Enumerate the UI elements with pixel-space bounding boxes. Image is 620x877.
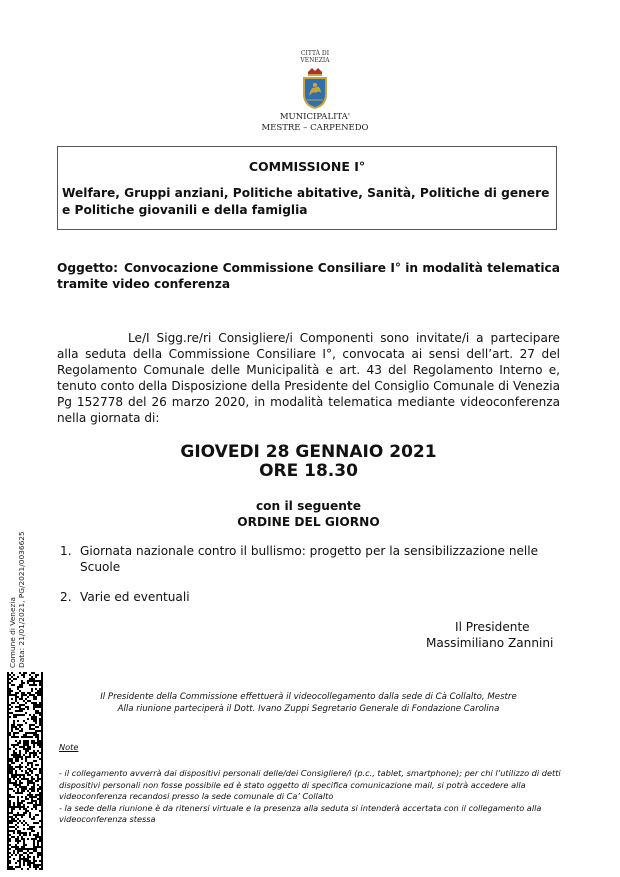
signature-name: Massimiliano Zannini — [426, 636, 554, 650]
municipality-header — [230, 112, 400, 134]
meeting-time: ORE 18.30 — [259, 461, 358, 481]
protocol-stamp-line: Data: 21/01/2021, PG/2021/0036625 — [17, 531, 26, 668]
venice-crest-icon — [299, 66, 331, 110]
subject — [57, 260, 560, 292]
subject-label: Oggetto: — [57, 261, 118, 275]
note-item: - la sede della riunione è da ritenersi virtuale e la presenza alla seduta si intenderà accertata con il collegamento alla videoconferenza stessa — [59, 802, 542, 824]
invitation-paragraph: Le/I Sigg.re/ri Consigliere/i Componenti sono invitate/i a partecipare alla seduta della Commissione Consiliare I°, convocata ai sensi dell’art. 27 del Regolamento Comunale delle Municipalità e art. 43 del Regolamento Interno e, tenuto conto della Disposizione della Presidente del Consiglio Comunale di Venezia Pg 152778 del 26 marzo 2020, in modalità telematica mediante videoconferenza nella giornata di: — [57, 331, 560, 425]
agenda-item — [60, 543, 560, 575]
notes-text — [59, 768, 561, 826]
commission-box — [57, 146, 557, 230]
agenda-intro: con il seguente — [255, 499, 362, 513]
municipality-area: MESTRE – CARPENEDO — [261, 123, 369, 133]
note-item: - il collegamento avverrà dai dispositivi personali delle/dei Consigliere/i (p.c., tablet, smartphone); per chi l’utilizzo di detti dispositivi personali non fosse possibile ed è stato oggetto di specifica comunicazione mail, si potrà accedere alla videoconferenza recandosi presso la sede comunale di Ca’ Collalto — [59, 768, 561, 801]
agenda-heading: ORDINE DEL GIORNO — [237, 515, 380, 529]
video-note-line: Il Presidente della Commissione effettuerà il videocollegamento dalla sede di Cà Collalto, Mestre — [100, 692, 517, 702]
agenda-item-text: Giornata nazionale contro il bullismo: progetto per la sensibilizzazione nelle Scuole — [80, 544, 539, 574]
subject-text: Convocazione Commissione Consiliare I° in modalità telematica tramite video conferenza — [57, 261, 560, 291]
protocol-stamp-line: Comune di Venezia — [8, 597, 17, 668]
commission-title: COMMISSIONE I° — [248, 159, 366, 174]
commission-subtitle: Welfare, Gruppi anziani, Politiche abitative, Sanità, Politiche di genere e Politiche giovanili e della famiglia — [62, 186, 550, 217]
crest-city-line-2: VENEZIA — [300, 57, 330, 64]
barcode-icon — [7, 672, 43, 870]
crest-city-line-1: CITTÀ DI — [300, 50, 330, 57]
municipality-name: MUNICIPALITA' — [279, 112, 351, 122]
notes-label: Note — [59, 742, 79, 752]
protocol-stamp — [8, 528, 44, 668]
agenda-item-number: 1. — [60, 544, 72, 558]
signature-role: Il Presidente — [455, 620, 530, 634]
city-crest — [270, 50, 360, 110]
agenda-item-number: 2. — [60, 590, 72, 604]
agenda-item-text: Varie ed eventuali — [80, 590, 190, 604]
video-note-line: Alla riunione parteciperà il Dott. Ivano Zuppi Segretario Generale di Fondazione Carolina — [117, 704, 500, 714]
agenda-item — [60, 589, 560, 605]
meeting-date: GIOVEDI 28 GENNAIO 2021 — [180, 442, 437, 462]
